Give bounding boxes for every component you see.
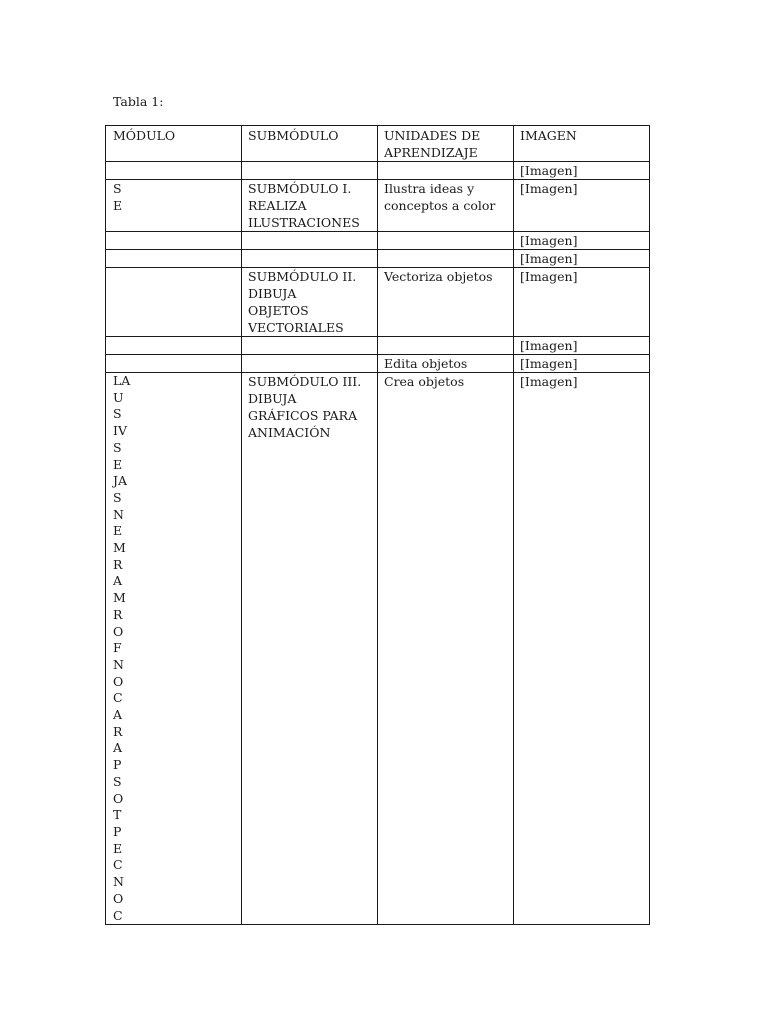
cell-imagen: [Imagen]	[514, 337, 650, 355]
cell-submodulo	[242, 337, 378, 355]
table-row	[106, 268, 650, 337]
header-modulo: MÓDULO	[106, 126, 242, 162]
header-submodulo: SUBMÓDULO	[242, 126, 378, 162]
table-row	[106, 162, 650, 180]
cell-unidades	[378, 232, 514, 250]
cell-unidades	[378, 337, 514, 355]
cell-unidades	[378, 162, 514, 180]
cell-submodulo	[242, 250, 378, 268]
cell-imagen: [Imagen]	[514, 268, 650, 337]
modules-table	[105, 125, 650, 925]
table-row	[106, 180, 650, 232]
cell-modulo	[106, 268, 242, 337]
table-caption: Tabla 1:	[113, 94, 164, 109]
table-row	[106, 250, 650, 268]
cell-imagen: [Imagen]	[514, 232, 650, 250]
cell-imagen: [Imagen]	[514, 180, 650, 232]
cell-unidades: Ilustra ideas y conceptos a color	[378, 180, 514, 232]
cell-unidades	[378, 250, 514, 268]
cell-unidades: Crea objetos	[378, 373, 514, 925]
cell-submodulo	[242, 162, 378, 180]
cell-modulo	[106, 355, 242, 373]
cell-modulo	[106, 232, 242, 250]
cell-modulo	[106, 162, 242, 180]
table-row	[106, 337, 650, 355]
cell-modulo: S E	[106, 180, 242, 232]
cell-imagen: [Imagen]	[514, 250, 650, 268]
cell-submodulo: SUBMÓDULO II. DIBUJA OBJETOS VECTORIALES	[242, 268, 378, 337]
header-imagen: IMAGEN	[514, 126, 650, 162]
cell-unidades: Vectoriza objetos	[378, 268, 514, 337]
cell-unidades: Edita objetos	[378, 355, 514, 373]
table-row	[106, 355, 650, 373]
cell-imagen: [Imagen]	[514, 162, 650, 180]
cell-imagen: [Imagen]	[514, 373, 650, 925]
cell-submodulo: SUBMÓDULO I. REALIZA ILUSTRACIONES	[242, 180, 378, 232]
cell-submodulo: SUBMÓDULO III. DIBUJA GRÁFICOS PARA ANIMACIÓN	[242, 373, 378, 925]
table-header-row	[106, 126, 650, 162]
cell-imagen: [Imagen]	[514, 355, 650, 373]
cell-submodulo	[242, 232, 378, 250]
table-row	[106, 373, 650, 925]
table-row	[106, 232, 650, 250]
cell-modulo	[106, 250, 242, 268]
cell-modulo-vertical-text: LA U S IV S E JA S N E M R A M R O F N O C A R A P S O T P E C N O C	[106, 373, 242, 925]
cell-modulo	[106, 337, 242, 355]
cell-submodulo	[242, 355, 378, 373]
header-unidades: UNIDADES DE APRENDIZAJE	[378, 126, 514, 162]
